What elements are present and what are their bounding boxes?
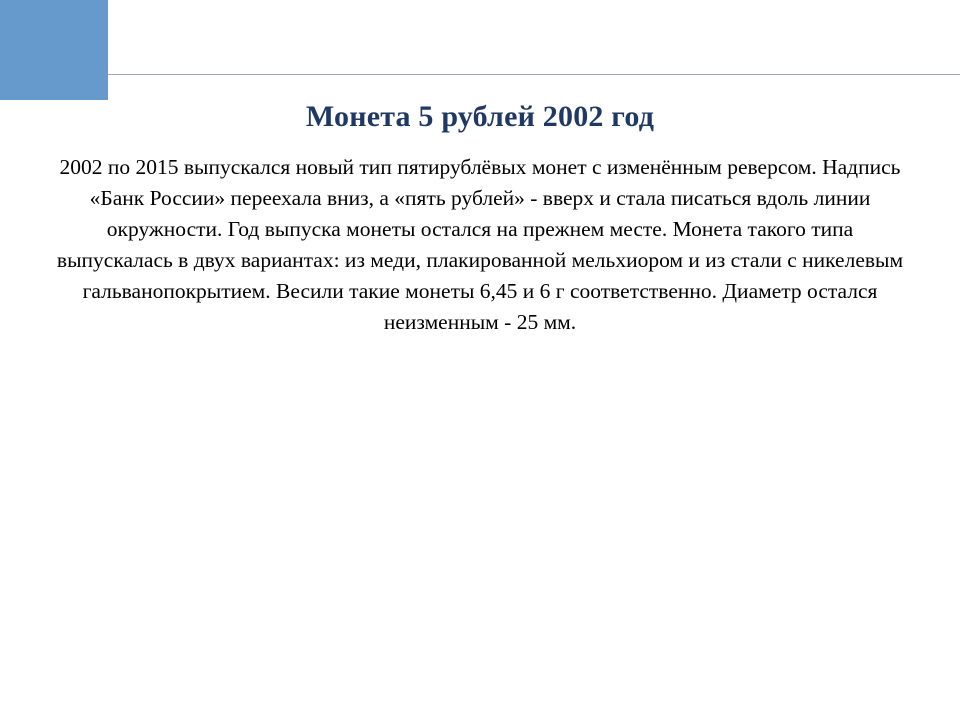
- slide-title: Монета 5 рублей 2002 год: [305, 100, 655, 133]
- corner-accent-block: [0, 0, 108, 100]
- header-divider: [108, 74, 960, 75]
- slide-body-text: 2002 по 2015 выпускался новый тип пятирублёвых монет с изменённым реверсом. Надпись «Банк России» переехала вниз, а «пять рублей» - вверх и стала писаться вдоль линии окружности. Год выпуска монеты остался на прежнем месте. Монета такого типа выпускалась в двух вариантах: из меди, плакированной мельхиором и из стали с никелевым гальванопокрытием. Весили такие монеты 6,45 и 6 г соответственно. Диаметр остался неизменным - 25 мм.: [56, 155, 904, 334]
